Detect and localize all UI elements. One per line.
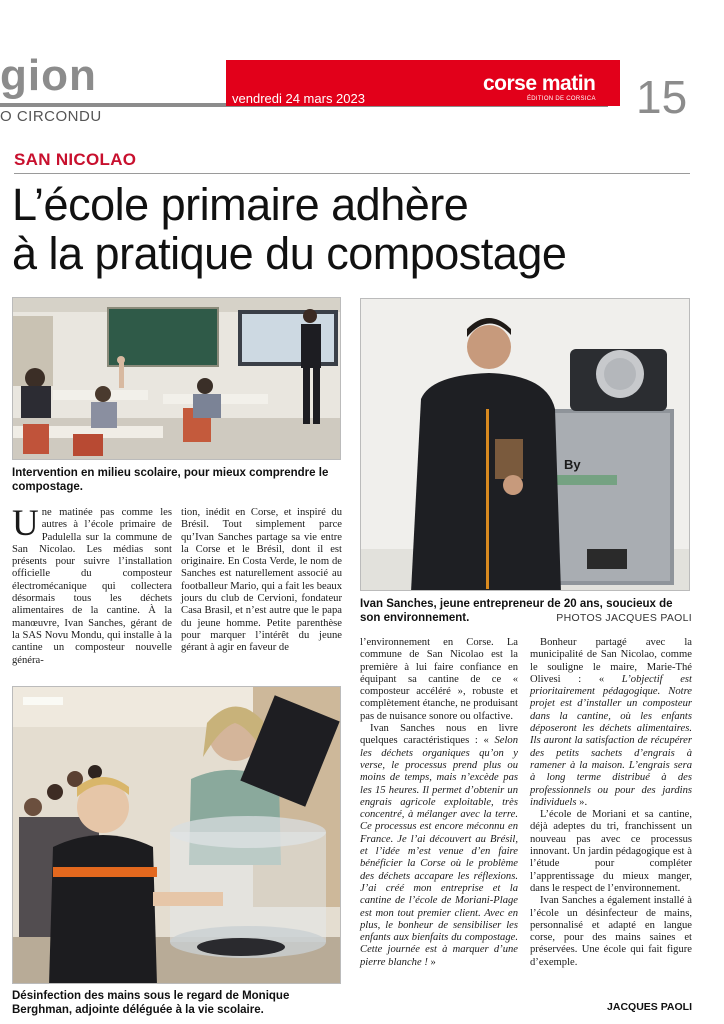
classroom-photo [12,297,341,460]
drop-cap: U [12,503,39,544]
newspaper-logo-subtitle: ÉDITION DE CORSICA [527,96,596,102]
article-column-1 [12,503,172,667]
headline-line-2: à la pratique du compostage [12,228,567,279]
disinfection-photo [12,686,341,984]
page-number: 15 [636,71,688,123]
column-4-paragraph-3: Ivan Sanches a également installé à l’école un désinfecteur de mains, personnalisé et adapté en langue corse, pour des mains saines et préservées. Une école qui fait figure d’exemple. [530,895,692,968]
column-4-paragraph-1 [530,637,692,809]
column-3-quote-intro: Ivan Sanches nous en livre quelques caractéristiques : « [360,723,518,747]
photo-caption-classroom: Intervention en milieu scolaire, pour mieux comprendre le compostage. [12,467,329,493]
column-3-quote: Selon les déchets organiques qu’on y verse, le processus prend plus ou moins de temps, mais n’excède pas les 15 heures. Il permet d’obtenir un engrais agricole exploitable, très concentré, à mélanger avec la terre. Ce processus est encore méconnu en France. Je l’ai découvert au Brésil, et l’idée m’est venue d’en faire bénéficier la Corse où le problème des déchets accapare les réflexions. J’ai créé mon entreprise et la cantine de l’école de Moriani-Plage est mon tout premier client. Avec en plus, le bonheur de sensibiliser les enfants aux bienfaits du compostage. Cette journée est à marquer d’une pierre blanche ! [360,735,519,968]
column-4-quote-intro: Bonheur partagé avec la municipalité de San Nicolao, comme le souligne le maire, Marie-Thé Olivesi : « [530,637,692,685]
column-2-text: tion, inédit en Corse, et inspiré du Brésil. Tout simplement parce qu’Ivan Sanches partage sa vie entre la Corse et le Brésil, dont il est originaire. En Costa Verde, le nom de Sanches est naturellement associé au footballeur Mario, qui a fait les beaux jours du club de Cervioni, fondateur Casa Brasil, et n’est autre que le papa du jeune homme. Petite parenthèse pour marquer l’intérêt du jeune gérant à agir en faveur de [181,507,342,654]
photo-credit: PHOTOS JACQUES PAOLI [556,612,692,624]
photo-caption-disinfection: Désinfection des mains sous le regard de Monique Berghman, adjointe déléguée à la vie scolaire. [12,990,290,1016]
composter-label: By [564,457,581,472]
article-column-3 [360,637,518,969]
article-column-2 [181,507,342,655]
entrepreneur-photo-illustration [361,299,690,591]
entrepreneur-photo [360,298,690,591]
issue-date: vendredi 24 mars 2023 [232,91,365,106]
kicker-rule [14,173,690,174]
column-3-paragraph-1: l’environnement en Corse. La commune de San Nicolao est la première à lui faire confiance en équipant sa cantine de ce « composteur accéléré », robuste et complètement étanche, ne produisant pas de nuisance sonore ou olfactive. [360,637,518,722]
article-kicker: SAN NICOLAO [14,150,137,169]
column-4-paragraph-2: L’école de Moriani et sa cantine, déjà adeptes du tri, franchissent un nouveau pas avec ce processus innovant. Un jardin pédagogique est à l’étude pour compléter l’apprentissage du mieux manger, dans le respect de l’environnement. [530,809,692,894]
column-1-text: ne matinée pas comme les autres à l’école primaire de Padulella sur la commune de San Nicolao. Les médias sont présents pour suivre l’installation officielle du composteur électromécanique qui collectera désormais tous les déchets alimentaires de la cantine. À la manœuvre, Ivan Sanches, gérant de la SAS Novu Mondu, qui installe à la cantine un composteur nouvelle généra- [12,507,172,666]
column-4-quote-end: ». [576,796,588,808]
photo-caption-entrepreneur: Ivan Sanches, jeune entrepreneur de 20 ans, soucieux de son environnement. [360,598,673,624]
headline-line-1: L’école primaire adhère [12,179,469,230]
section-subtitle: O CIRCONDU [0,108,102,125]
disinfection-photo-illustration [13,687,341,984]
author-signature: JACQUES PAOLI [607,1001,692,1013]
newspaper-logo: corse matin [483,72,596,95]
classroom-photo-illustration [13,298,341,460]
article-headline [12,180,702,278]
article-column-4 [530,637,692,969]
column-3-paragraph-2 [360,723,518,969]
column-3-quote-end: » [427,956,436,968]
column-4-quote: L’objectif est prioritairement pédagogique. Notre projet est d’installer un composteur dans la cantine, où les enfants déposeront les déchets alimentaires. Ils auront la satisfaction de récupérer des petits sachets d’engrais à ramener à la maison. L’engrais sera à long terme distribué à des professionnels ou pour des jardins individuels [530,673,692,808]
section-title: gion [0,51,97,100]
